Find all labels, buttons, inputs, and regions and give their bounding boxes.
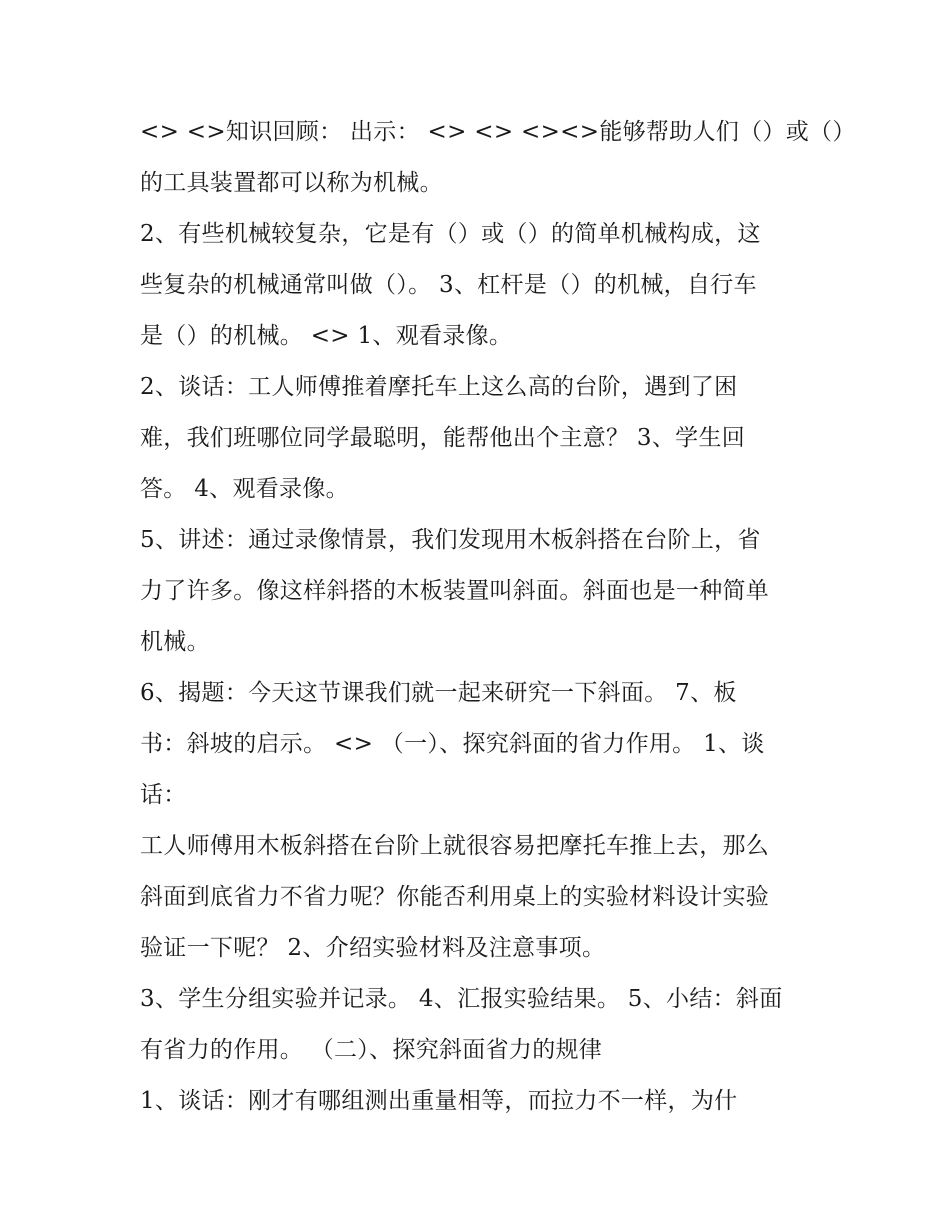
text-line: 3、学生分组实验并记录。 4、汇报实验结果。 5、小结：斜面 [140, 986, 783, 1012]
text-line: 力了许多。像这样斜搭的木板装置叫斜面。斜面也是一种简单 [140, 578, 770, 604]
text-line: 有省力的作用。 （二）、探究斜面省力的规律 [140, 1037, 603, 1063]
text-line: 2、谈话：工人师傅推着摩托车上这么高的台阶，遇到了困 [140, 374, 738, 400]
text-line: 难，我们班哪位同学最聪明，能帮他出个主意？ 3、学生回 [140, 425, 746, 451]
text-line: 话： [140, 782, 187, 808]
text-line: 书：斜坡的启示。 <> （一）、探究斜面的省力作用。 1、谈 [140, 731, 765, 757]
text-line: 验证一下呢？ 2、介绍实验材料及注意事项。 [140, 935, 606, 961]
text-line: 斜面到底省力不省力呢？你能否利用桌上的实验材料设计实验 [140, 884, 770, 910]
text-line: 答。 4、观看录像。 [140, 476, 349, 502]
text-line: 2、有些机械较复杂，它是有（）或（）的简单机械构成，这 [140, 221, 761, 247]
text-line: 机械。 [140, 629, 210, 655]
text-line: 1、谈话：刚才有哪组测出重量相等，而拉力不一样，为什 [140, 1088, 738, 1114]
text-line: 5、讲述：通过录像情景，我们发现用木板斜搭在台阶上，省 [140, 527, 761, 553]
text-line: <> <>知识回顾： 出示： <> <> <><>能够帮助人们（）或（） [140, 119, 856, 145]
text-line: 是（）的机械。 <> 1、观看录像。 [140, 323, 513, 349]
text-line: 6、揭题：今天这节课我们就一起来研究一下斜面。 7、板 [140, 680, 737, 706]
text-line: 的工具装置都可以称为机械。 [140, 170, 443, 196]
document-body [140, 107, 856, 1127]
text-line: 些复杂的机械通常叫做（）。 3、杠杆是（）的机械，自行车 [140, 272, 757, 298]
text-line: 工人师傅用木板斜搭在台阶上就很容易把摩托车推上去，那么 [140, 833, 770, 859]
